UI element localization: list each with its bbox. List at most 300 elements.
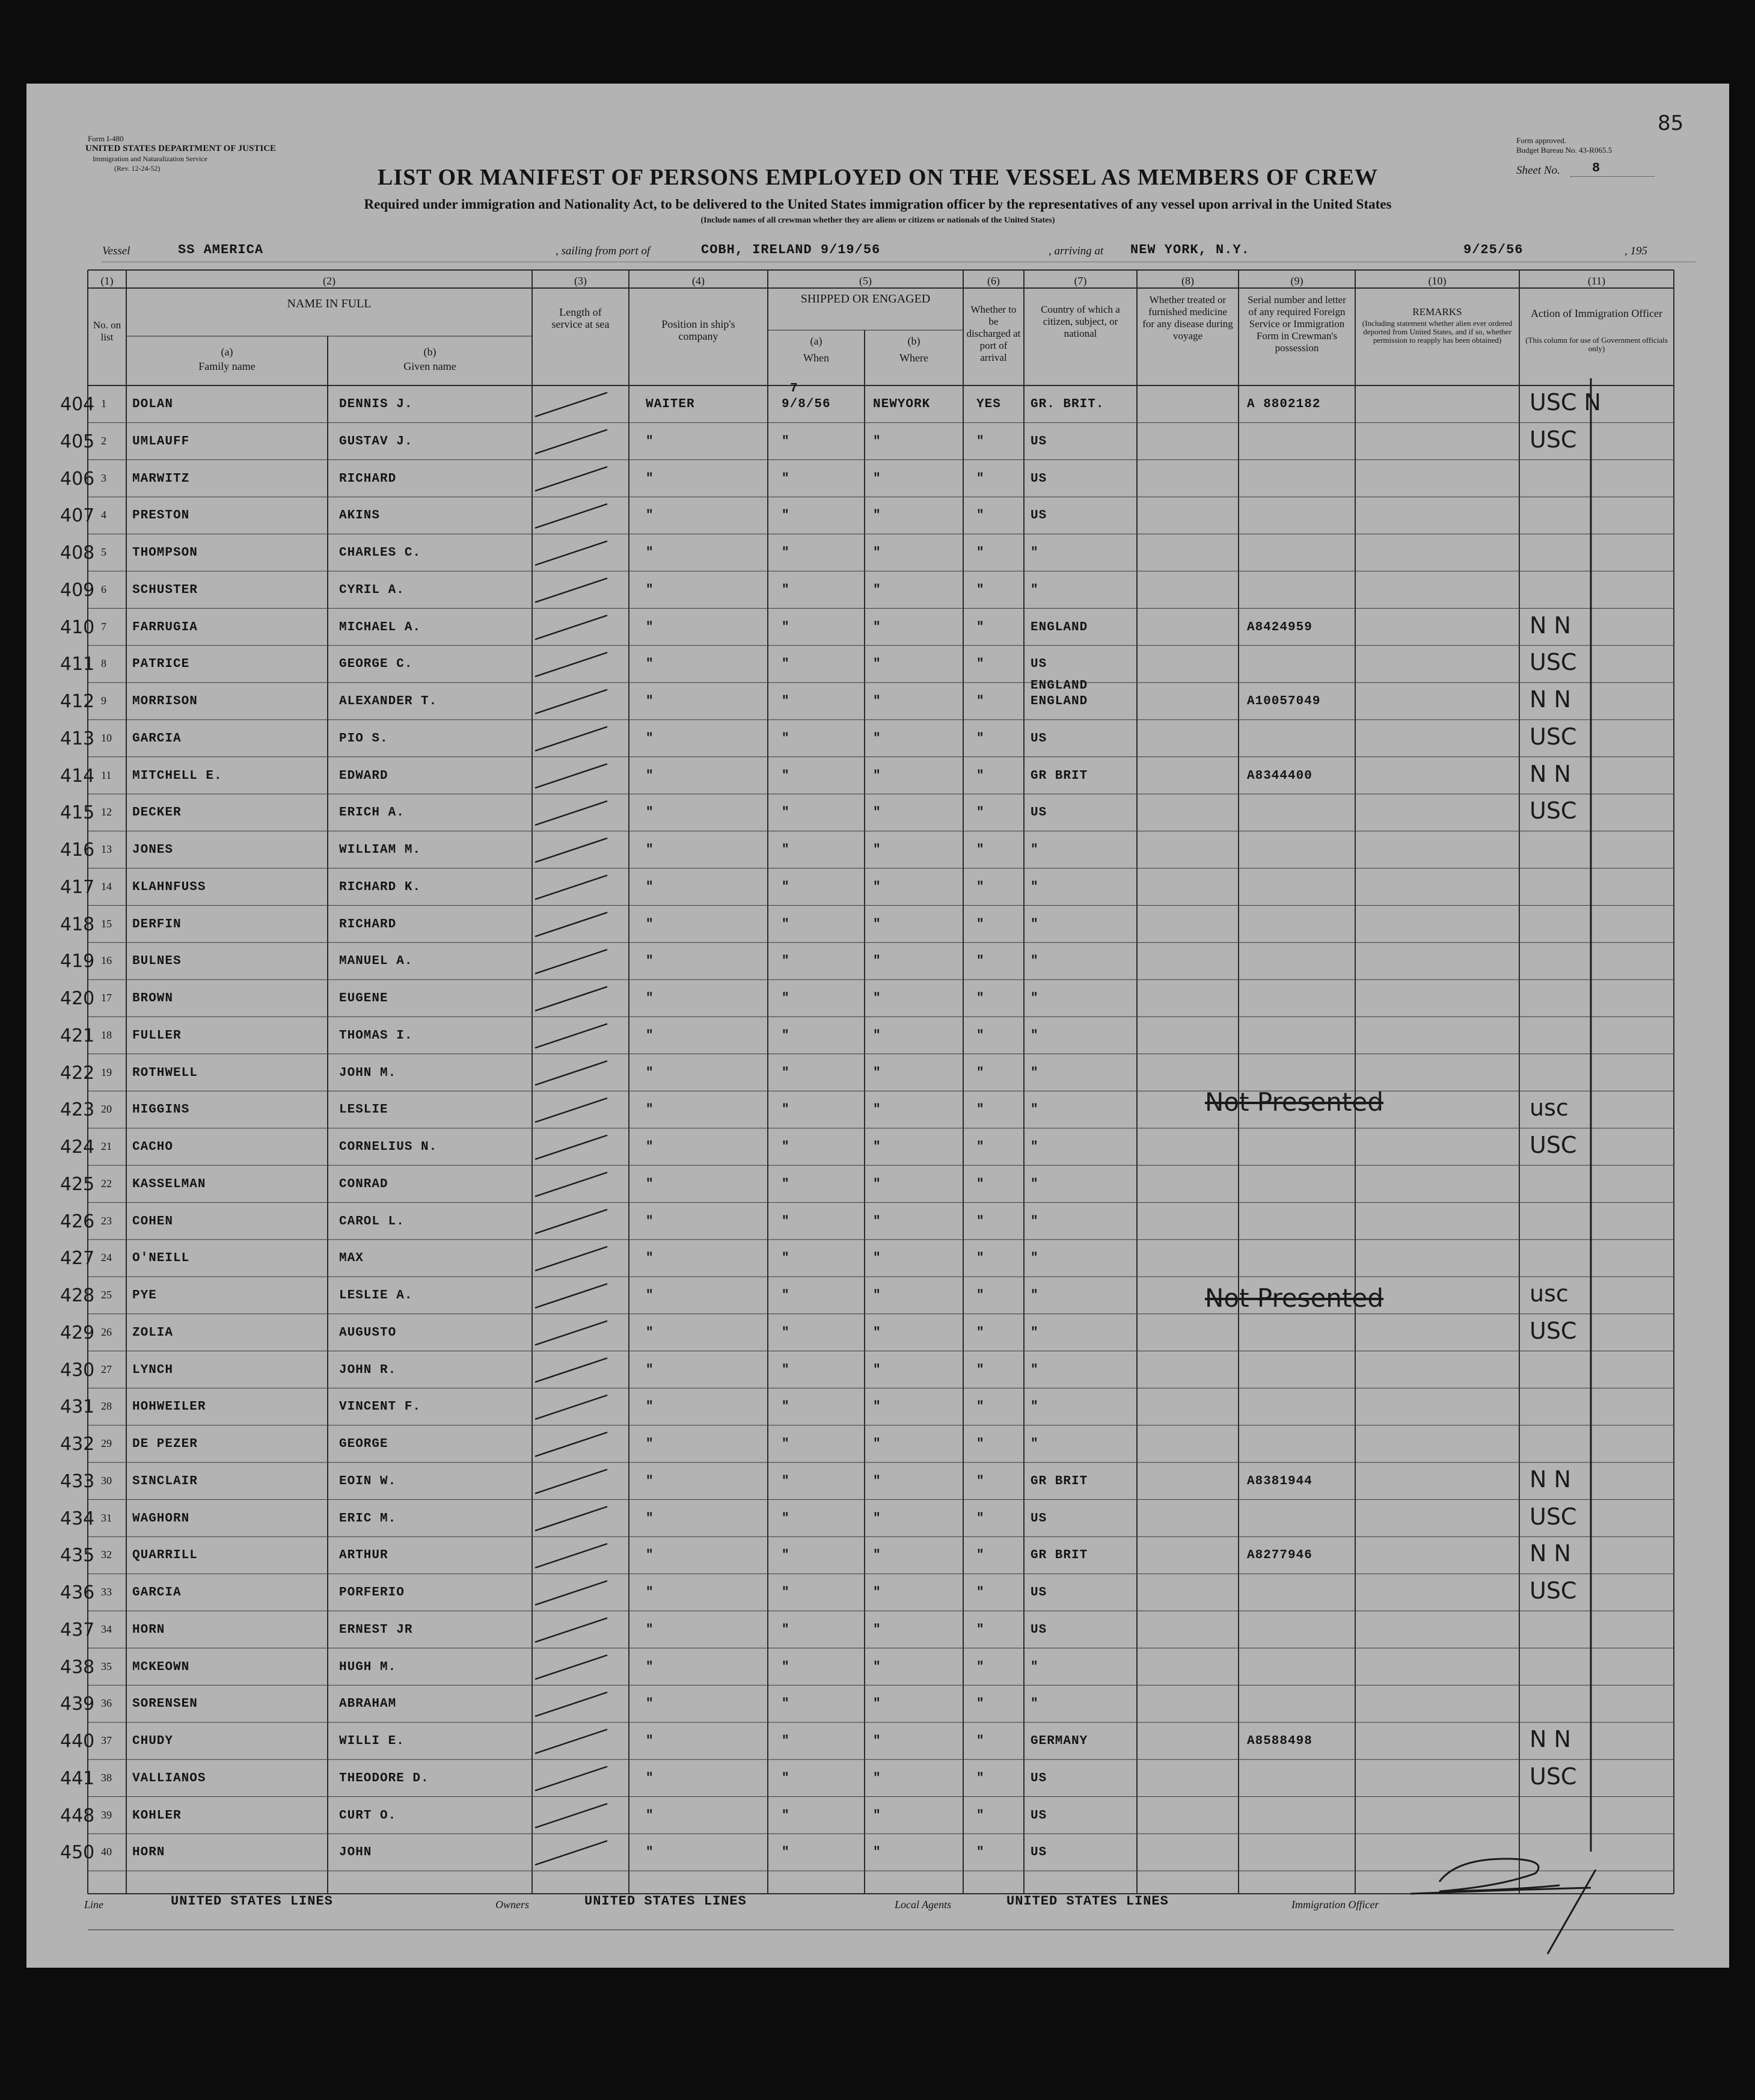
cell-discharged: " (976, 1771, 985, 1785)
cell-no: 11 (101, 769, 112, 781)
cell-family: KASSELMAN (132, 1177, 206, 1191)
cell-action: USC (1530, 723, 1577, 750)
cell-where: " (873, 1771, 881, 1785)
cell-when: " (782, 1734, 790, 1748)
col4-header: Position in ship's company (661, 318, 735, 342)
handwritten-list-number: 406 (60, 468, 95, 490)
handwritten-list-number: 422 (60, 1062, 95, 1084)
cell-when: " (782, 546, 790, 560)
cell-discharged: " (976, 1474, 985, 1488)
cell-discharged: " (976, 1511, 985, 1526)
footer-agents-label: Local Agents (895, 1899, 952, 1911)
service-tally-mark (535, 801, 607, 825)
cell-discharged: " (976, 917, 985, 932)
cell-when: " (782, 620, 790, 634)
service-tally-mark (535, 912, 607, 936)
cell-country: " (1031, 880, 1039, 894)
vessel-name: SS AMERICA (178, 242, 264, 257)
cell-no: 39 (101, 1808, 112, 1821)
cell-action: USC (1530, 797, 1577, 824)
cell-action: N N (1530, 760, 1571, 787)
cell-where: " (873, 1511, 881, 1526)
cell-family: HORN (132, 1623, 165, 1637)
cell-when: " (782, 1549, 790, 1563)
cell-no: 25 (101, 1289, 112, 1301)
cell-where: " (873, 880, 881, 894)
cell-given: ALEXANDER T. (339, 695, 438, 708)
cell-when: " (782, 1289, 790, 1303)
service-tally-mark (535, 1209, 607, 1233)
cell-country: " (1031, 992, 1039, 1005)
cell-action: usc (1530, 1280, 1569, 1307)
col7-header: Country of which a citizen, subject, or national (1041, 304, 1120, 339)
service-tally-mark (535, 652, 607, 677)
cell-position: " (646, 992, 654, 1005)
handwritten-list-number: 429 (60, 1322, 95, 1343)
col11-note: (This column for use of Government officials only) (1525, 336, 1668, 353)
cell-where: " (873, 1177, 881, 1191)
cell-no: 7 (101, 620, 106, 633)
cell-position: " (646, 620, 654, 634)
service-tally-mark (535, 615, 607, 639)
remark-not-presented-25: Not Presented (1205, 1283, 1384, 1313)
cell-no: 1 (101, 398, 106, 410)
cell-when: " (782, 992, 790, 1005)
cell-where: " (873, 1214, 881, 1229)
service-tally-mark (535, 1024, 607, 1048)
col11-number: (11) (1587, 275, 1606, 287)
cell-discharged: " (976, 992, 985, 1005)
cell-no: 29 (101, 1437, 112, 1449)
cell-family: BULNES (132, 954, 182, 969)
cell-country: " (1031, 843, 1039, 857)
cell-where: " (873, 731, 881, 746)
vessel-label: Vessel (102, 245, 130, 257)
cell-serial: A8381944 (1247, 1474, 1312, 1488)
cell-position: " (646, 509, 654, 523)
service-tally-mark (535, 467, 607, 491)
page-title: LIST OR MANIFEST OF PERSONS EMPLOYED ON THE VESSEL AS MEMBERS OF CREW (378, 165, 1378, 190)
cell-country: ENGLAND (1031, 695, 1088, 708)
cell-position: " (646, 806, 654, 820)
cell-no: 18 (101, 1028, 112, 1041)
handwritten-list-number: 404 (60, 394, 95, 415)
cell-discharged: " (976, 1586, 985, 1600)
service-tally-mark (535, 1432, 607, 1457)
cell-country: GR BRIT (1031, 1474, 1088, 1488)
handwritten-list-number: 416 (60, 840, 95, 861)
cell-country: " (1031, 1140, 1039, 1154)
col2b-header: Given name (403, 360, 456, 372)
cell-action: N N (1530, 1466, 1571, 1493)
col2a-number: (a) (221, 346, 233, 358)
cell-country: US (1031, 1808, 1047, 1823)
cell-where: " (873, 620, 881, 634)
cell-family: THOMPSON (132, 546, 198, 560)
cell-when: " (782, 1363, 790, 1377)
service-tally-mark (535, 1692, 607, 1716)
cell-no: 4 (101, 509, 106, 521)
cell-position: " (646, 1437, 654, 1451)
cell-given: AUGUSTO (339, 1325, 397, 1340)
cell-country: US (1031, 1586, 1047, 1600)
cell-when: " (782, 1140, 790, 1154)
cell-family: UMLAUFF (132, 434, 190, 449)
cell-where: " (873, 657, 881, 672)
cell-discharged: " (976, 1140, 985, 1154)
cell-given: CURT O. (339, 1808, 397, 1823)
cell-position: " (646, 1846, 654, 1860)
cell-no: 13 (101, 843, 112, 855)
handwritten-list-number: 409 (60, 579, 95, 601)
remark-not-presented-20: Not Presented (1205, 1087, 1384, 1117)
cell-when: " (782, 806, 790, 820)
cell-position: " (646, 731, 654, 746)
cell-country: GR BRIT (1031, 769, 1088, 783)
handwritten-list-number: 424 (60, 1137, 95, 1158)
cell-discharged: " (976, 1734, 985, 1748)
cell-when: " (782, 1437, 790, 1451)
cell-where: " (873, 992, 881, 1005)
cell-no: 6 (101, 583, 106, 595)
handwritten-list-number: 405 (60, 431, 95, 452)
cell-given: JOHN (339, 1846, 372, 1860)
cell-family: HIGGINS (132, 1103, 190, 1117)
cell-no: 35 (101, 1660, 112, 1672)
cell-where: " (873, 1437, 881, 1451)
cell-given: CHARLES C. (339, 546, 421, 560)
cell-no: 2 (101, 434, 106, 447)
cell-family: MCKEOWN (132, 1660, 190, 1674)
cell-discharged: " (976, 1623, 985, 1637)
service-tally-mark (535, 579, 607, 603)
cell-country: " (1031, 1251, 1039, 1266)
cell-no: 30 (101, 1474, 112, 1487)
handwritten-list-number: 432 (60, 1434, 95, 1455)
service-tally-mark (535, 950, 607, 974)
cell-family: HOHWEILER (132, 1400, 206, 1414)
cell-when: " (782, 1251, 790, 1266)
cell-when: " (782, 1028, 790, 1043)
sailing-port: COBH, IRELAND 9/19/56 (701, 242, 881, 257)
handwritten-list-number: 421 (60, 1025, 95, 1046)
cell-family: O'NEILL (132, 1251, 190, 1266)
cell-given: WILLIAM M. (339, 843, 421, 857)
cell-when: " (782, 583, 790, 597)
cell-position: " (646, 769, 654, 783)
cell-country: US (1031, 657, 1047, 672)
cell-country: " (1031, 1066, 1039, 1080)
col8-header: Whether treated or furnished medicine for any disease during voyage (1142, 294, 1233, 342)
cell-discharged: " (976, 731, 985, 746)
col8-number: (8) (1181, 275, 1194, 287)
cell-when: " (782, 880, 790, 894)
col2b-number: (b) (423, 346, 436, 358)
handwritten-list-number: 430 (60, 1359, 95, 1381)
cell-where: " (873, 1846, 881, 1860)
cell-where: " (873, 1734, 881, 1748)
cell-discharged: " (976, 620, 985, 634)
cell-family: QUARRILL (132, 1549, 198, 1563)
cell-family: LYNCH (132, 1363, 174, 1377)
cell-when: " (782, 1697, 790, 1712)
footer-line: UNITED STATES LINES (171, 1894, 333, 1909)
cell-action: USC (1530, 1317, 1577, 1344)
cell-country: US (1031, 1623, 1047, 1637)
cell-serial: A8344400 (1247, 769, 1312, 783)
cell-where: " (873, 1474, 881, 1488)
cell-position: " (646, 1177, 654, 1191)
cell-family: MITCHELL E. (132, 769, 222, 783)
cell-where: " (873, 471, 881, 486)
cell-country: " (1031, 1660, 1039, 1674)
col9-number: (9) (1290, 275, 1303, 287)
cell-country: " (1031, 1363, 1039, 1377)
cell-discharged: " (976, 1549, 985, 1563)
sheet-label: Sheet No. (1516, 164, 1560, 177)
handwritten-list-number: 411 (60, 654, 95, 675)
cell-given: JOHN M. (339, 1066, 397, 1080)
cell-discharged: " (976, 1289, 985, 1303)
cell-family: MORRISON (132, 695, 198, 708)
cell-position: " (646, 1771, 654, 1785)
cell-when: " (782, 1325, 790, 1340)
cell-position: " (646, 954, 654, 969)
service-tally-mark (535, 1173, 607, 1197)
cell-given: CYRIL A. (339, 583, 405, 597)
budget-number: Budget Bureau No. 43-R065.5 (1516, 146, 1613, 155)
cell-position: " (646, 843, 654, 857)
cell-country: " (1031, 1177, 1039, 1191)
handwritten-list-number: 418 (60, 913, 95, 935)
handwritten-list-number: 414 (60, 765, 95, 787)
cell-no: 32 (101, 1549, 112, 1561)
col5a-number: (a) (810, 335, 822, 347)
cell-no: 10 (101, 731, 112, 744)
cell-when: 9/8/56 (782, 398, 831, 411)
cell-discharged: " (976, 546, 985, 560)
cell-when: " (782, 731, 790, 746)
cell-when: " (782, 843, 790, 857)
cell-when: " (782, 954, 790, 969)
cell-where: " (873, 695, 881, 708)
cell-family: GARCIA (132, 1586, 182, 1600)
handwritten-list-number: 431 (60, 1396, 95, 1418)
cell-country: US (1031, 1846, 1047, 1860)
cell-no: 9 (101, 695, 106, 707)
cell-family: CACHO (132, 1140, 174, 1154)
cell-no: 17 (101, 992, 112, 1004)
footer-owners: UNITED STATES LINES (584, 1894, 747, 1909)
cell-family: JONES (132, 843, 174, 857)
cell-position: " (646, 1325, 654, 1340)
cell-country: US (1031, 731, 1047, 746)
cell-given: DENNIS J. (339, 398, 413, 411)
cell-family: KLAHNFUSS (132, 880, 206, 894)
cell-family: KOHLER (132, 1808, 182, 1823)
cell-action: N N (1530, 612, 1571, 639)
cell-when: " (782, 1511, 790, 1526)
cell-no: 12 (101, 806, 112, 818)
cell-discharged: " (976, 434, 985, 449)
cell-country: " (1031, 1289, 1039, 1303)
cell-where: " (873, 1140, 881, 1154)
cell-action: USC (1530, 1577, 1577, 1604)
handwritten-list-number: 410 (60, 616, 95, 638)
cell-when: " (782, 1474, 790, 1488)
col6-header: Whether to be discharged at port of arrival (966, 304, 1021, 363)
cell-where: " (873, 509, 881, 523)
cell-where: " (873, 1697, 881, 1712)
cell-where: " (873, 1549, 881, 1563)
cell-discharged: " (976, 880, 985, 894)
service-tally-mark (535, 430, 607, 454)
cell-given: CONRAD (339, 1177, 388, 1191)
cell-discharged: " (976, 1214, 985, 1229)
cell-family: MARWITZ (132, 471, 190, 486)
cell-when: " (782, 1214, 790, 1229)
col3-header: Length of service at sea (551, 306, 610, 330)
cell-position: " (646, 1697, 654, 1712)
col5-number: (5) (859, 275, 872, 287)
cell-given: ERICH A. (339, 806, 405, 820)
cell-no: 23 (101, 1214, 112, 1227)
handwritten-list-number: 423 (60, 1099, 95, 1121)
cell-country: " (1031, 1697, 1039, 1712)
cell-where: " (873, 1400, 881, 1414)
cell-no: 19 (101, 1066, 112, 1078)
cell-where: " (873, 1660, 881, 1674)
cell-where: " (873, 954, 881, 969)
cell-given: THOMAS I. (339, 1028, 413, 1043)
cell-country: US (1031, 1771, 1047, 1785)
cell-action: N N (1530, 686, 1571, 713)
footer-line-label: Line (84, 1899, 104, 1911)
cell-position: " (646, 657, 654, 672)
cell-discharged: " (976, 657, 985, 672)
footer-agents: UNITED STATES LINES (1006, 1894, 1169, 1909)
cell-action: USC (1530, 1763, 1577, 1790)
col2-number: (2) (323, 275, 335, 287)
form-department: UNITED STATES DEPARTMENT OF JUSTICE (85, 144, 277, 153)
form-number: Form I-480 (88, 134, 124, 143)
service-tally-mark (535, 1061, 607, 1085)
handwritten-list-number: 436 (60, 1582, 95, 1603)
cell-position: " (646, 1660, 654, 1674)
col5a-header: When (803, 352, 829, 364)
service-tally-mark (535, 1506, 607, 1530)
cell-discharged: " (976, 1103, 985, 1117)
cell-no: 26 (101, 1325, 112, 1338)
cell-no: 22 (101, 1177, 112, 1190)
cell-given: GEORGE C. (339, 657, 413, 672)
cell-no: 15 (101, 917, 112, 930)
cell-where: " (873, 1363, 881, 1377)
handwritten-list-number: 413 (60, 728, 95, 749)
cell-family: WAGHORN (132, 1511, 190, 1526)
cell-when: " (782, 1586, 790, 1600)
handwritten-list-number: 433 (60, 1470, 95, 1492)
col3-number: (3) (574, 275, 587, 287)
cell-when: " (782, 1177, 790, 1191)
cell-discharged: " (976, 1846, 985, 1860)
cell-when: " (782, 471, 790, 486)
handwritten-list-number: 415 (60, 802, 95, 824)
handwritten-list-number: 425 (60, 1173, 95, 1195)
year-label: , 195 (1625, 245, 1647, 257)
cell-discharged: " (976, 1177, 985, 1191)
handwritten-list-number: 417 (60, 876, 95, 898)
cell-country: US (1031, 434, 1047, 449)
service-tally-mark (535, 1098, 607, 1122)
handwritten-list-number: 439 (60, 1693, 95, 1715)
cell-position: " (646, 471, 654, 486)
handwritten-list-number: 450 (60, 1842, 95, 1864)
service-tally-mark (535, 1470, 607, 1494)
cell-given: LESLIE (339, 1103, 388, 1117)
cell-given: RICHARD (339, 471, 397, 486)
cell-no: 36 (101, 1697, 112, 1710)
cell-when-correction: 7 (790, 382, 798, 396)
cell-where: " (873, 1623, 881, 1637)
cell-no: 27 (101, 1363, 112, 1375)
cell-discharged: " (976, 1066, 985, 1080)
handwritten-list-number: 427 (60, 1248, 95, 1270)
service-tally-mark (535, 1730, 607, 1754)
cell-given: MAX (339, 1251, 364, 1266)
cell-country: " (1031, 1103, 1039, 1117)
cell-no: 37 (101, 1734, 112, 1746)
cell-position: " (646, 583, 654, 597)
cell-no: 33 (101, 1586, 112, 1598)
cell-serial: A8277946 (1247, 1549, 1312, 1563)
cell-no: 40 (101, 1846, 112, 1858)
col2-header: NAME IN FULL (287, 297, 372, 310)
cell-position: " (646, 1734, 654, 1748)
cell-position: " (646, 1549, 654, 1563)
cell-family: PRESTON (132, 509, 190, 523)
cell-when: " (782, 657, 790, 672)
cell-no: 34 (101, 1623, 112, 1635)
cell-when: " (782, 1066, 790, 1080)
handwritten-list-number: 428 (60, 1285, 95, 1306)
service-tally-mark (535, 690, 607, 714)
cell-discharged: " (976, 1808, 985, 1823)
col9-header: Serial number and letter of any required Foreign Service or Immigration Form in Crewman's possession (1248, 294, 1346, 354)
cell-where: " (873, 769, 881, 783)
cell-country: " (1031, 1325, 1039, 1340)
subtitle-note: (Include names of all crewman whether they are aliens or citizens or nationals of the United States) (700, 216, 1055, 225)
handwritten-list-number: 437 (60, 1619, 95, 1641)
handwritten-list-number: 438 (60, 1656, 95, 1678)
service-tally-mark (535, 541, 607, 565)
cell-where: " (873, 1808, 881, 1823)
col1-number: (1) (100, 275, 114, 287)
cell-action: N N (1530, 1726, 1571, 1752)
cell-given: LESLIE A. (339, 1289, 413, 1303)
arrival-date: 9/25/56 (1463, 242, 1524, 257)
cell-where: " (873, 434, 881, 449)
cell-position: " (646, 1808, 654, 1823)
footer-officer-label: Immigration Officer (1291, 1899, 1379, 1911)
cell-family: DECKER (132, 806, 182, 820)
cell-family: SINCLAIR (132, 1474, 198, 1488)
sailing-label: , sailing from port of (556, 245, 651, 257)
handwritten-list-number: 426 (60, 1211, 95, 1232)
cell-given: EDWARD (339, 769, 388, 783)
handwritten-list-number: 419 (60, 951, 95, 972)
cell-country: GERMANY (1031, 1734, 1088, 1748)
